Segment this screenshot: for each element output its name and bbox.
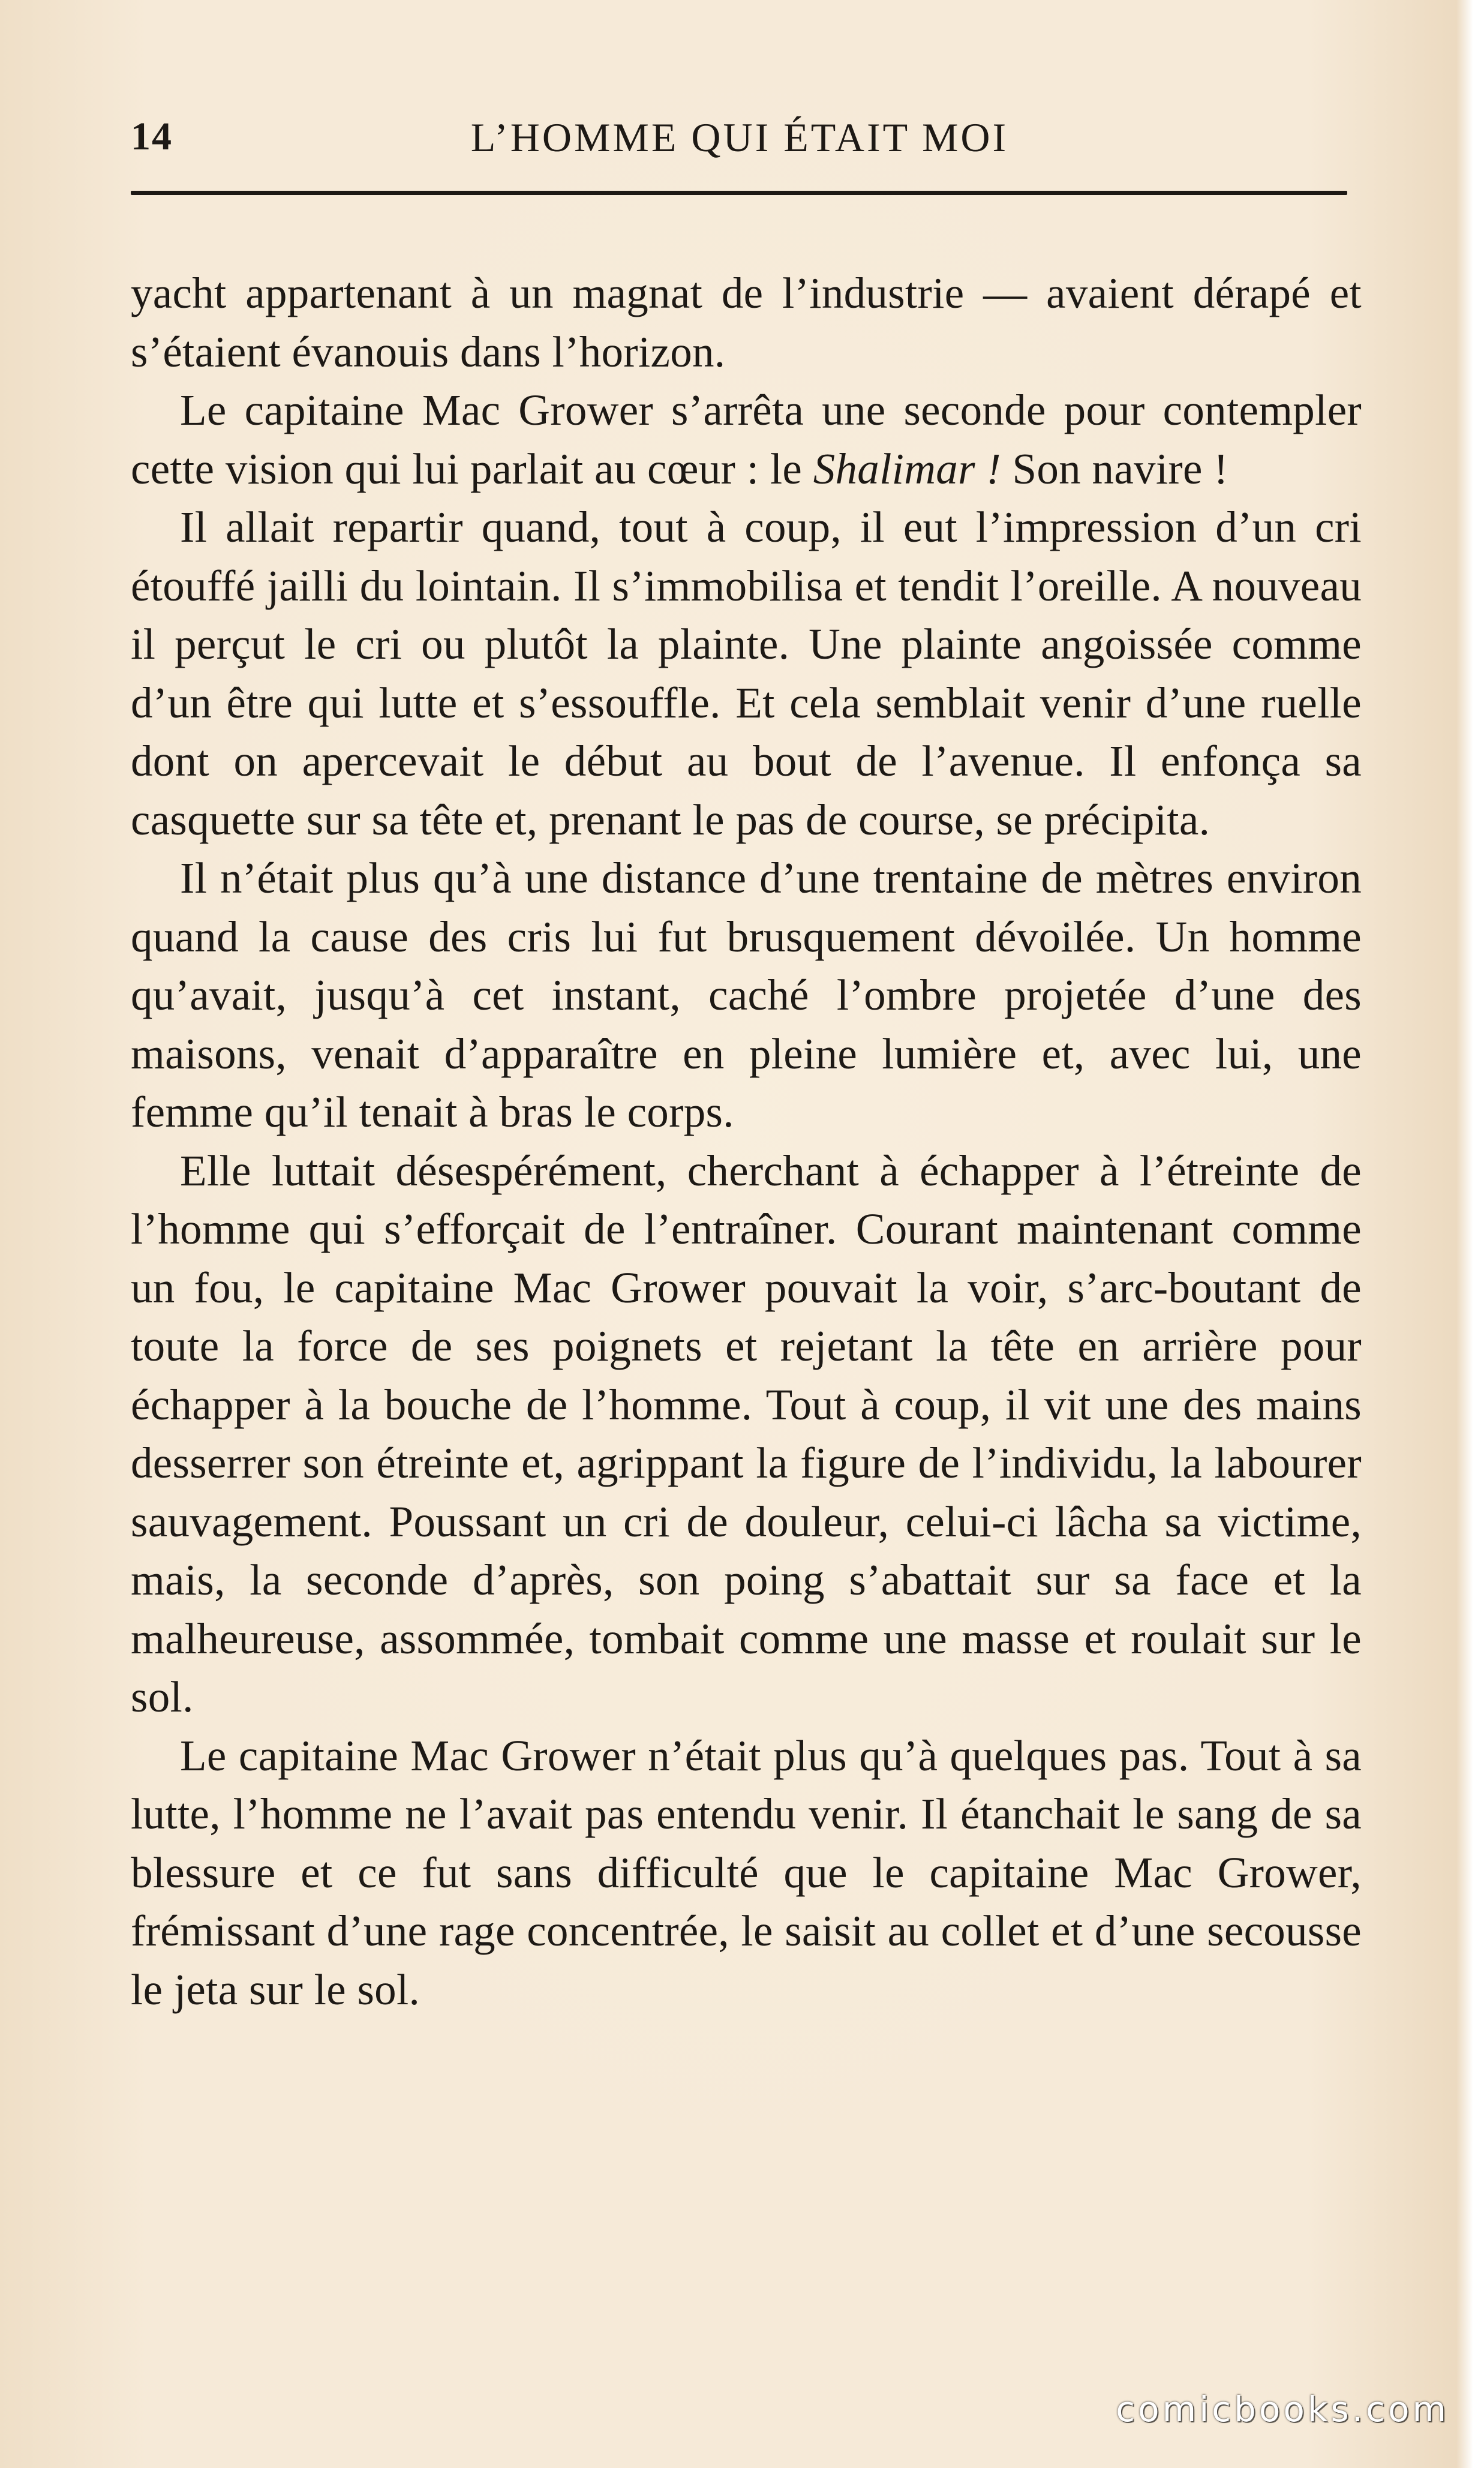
paragraph-4: Il n’était plus qu’à une distance d’une trentaine de mètres environ quand la cause des cris lui fut brusquement dévoilée. Un homme qu’avait, jusqu’à cet instant, caché l’ombre projetée d’une des maisons, venait d’apparaître en pleine lumière et, avec lui, une femme qu’il tenait à bras le corps.: [131, 854, 1362, 1136]
running-title: L’HOMME QUI ÉTAIT MOI: [470, 115, 1009, 160]
paragraph-3: Il allait repartir quand, tout à coup, il eut l’impression d’un cri étouffé jailli du lointain. Il s’immobilisa et tendit l’oreille. A nouveau il perçut le cri ou plutôt la plainte. Une plainte angoissée comme d’un être qui lutte et s’essouffle. Et cela semblait venir d’une ruelle dont on apercevait le début au bout de l’avenue. Il enfonça sa casquette sur sa tête et, prenant le pas de course, se précipita.: [131, 503, 1362, 844]
paragraph-1: yacht appartenant à un magnat de l’industrie — avaient dérapé et s’étaient évanouis dans l’horizon.: [131, 269, 1362, 376]
watermark: comicbooks.com: [1116, 2389, 1449, 2430]
page-number: 14: [131, 115, 173, 158]
body-text: [131, 264, 1362, 2019]
page-edge: [1456, 0, 1484, 2468]
ship-name: Shalimar !: [813, 444, 1001, 493]
page-header: [131, 107, 1348, 179]
paragraph-2-text-after: Son navire !: [1001, 444, 1228, 493]
paragraph-5: Elle luttait désespérément, cherchant à échapper à l’étreinte de l’homme qui s’efforçait de l’entraîner. Courant maintenant comme un fou, le capitaine Mac Grower pouvait la voir, s’arc-boutant de toute la force de ses poignets et rejetant la tête en arrière pour échapper à la bouche de l’homme. Tout à coup, il vit une des mains desserrer son étreinte et, agrippant la figure de l’individu, la labourer sauvagement. Poussant un cri de douleur, celui-ci lâcha sa victime, mais, la seconde d’après, son poing s’abattait sur sa face et la malheureuse, assommée, tombait comme une masse et roulait sur le sol.: [131, 1146, 1362, 1721]
paragraph-6: Le capitaine Mac Grower n’était plus qu’à quelques pas. Tout à sa lutte, l’homme ne l’avait pas entendu venir. Il étanchait le sang de sa blessure et ce fut sans difficulté que le capitaine Mac Grower, frémissant d’une rage concentrée, le saisit au collet et d’une secousse le jeta sur le sol.: [131, 1731, 1362, 2014]
header-rule: [131, 191, 1347, 195]
paragraph-2: [131, 381, 1362, 498]
paragraph-2-text: Le capitaine Mac Grower s’arrêta une seconde pour contempler cette vision qui lui parlait au cœur : le: [131, 386, 1362, 493]
